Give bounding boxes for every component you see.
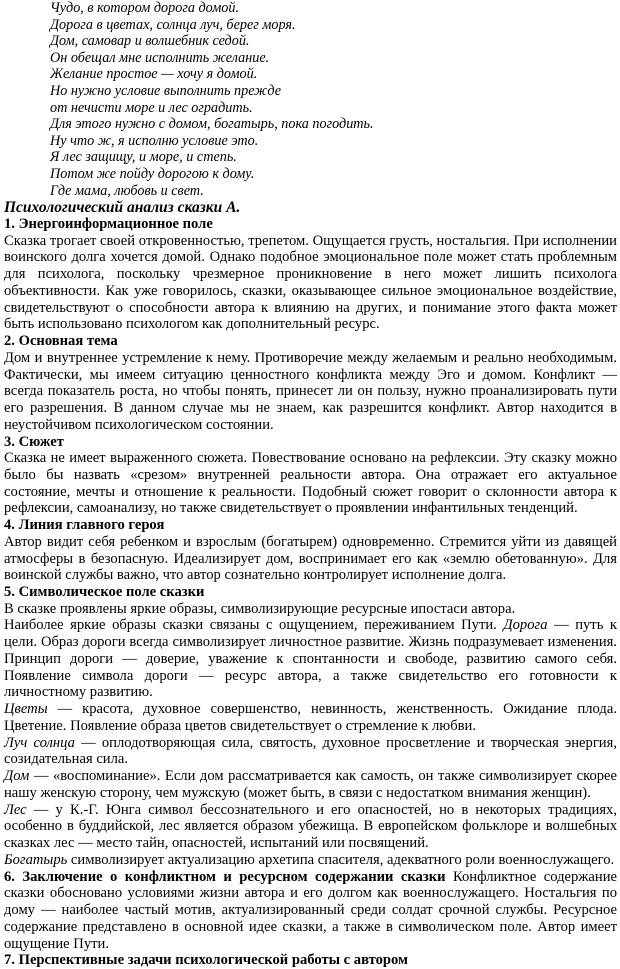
symbol-flowers-text: — красота, духовное совершенство, невинность, женственность. Ожидание плода. Цветение. Появление образа цветов свидетельствует о стремление к любви. xyxy=(4,701,617,734)
section-4-heading: 4. Линия главного героя xyxy=(4,517,165,534)
symbol-home-text: — «воспоминание». Если дом рассматривается как самость, он также символизирует скорее нашу женскую сторону, чем мужскую (может быть, в связи с недостатком внимания женщин). xyxy=(4,768,617,801)
analysis-heading: Психологический анализ сказки А. xyxy=(4,199,241,217)
section-7-heading: 7. Перспективные задачи психологической работы с автором xyxy=(4,952,408,969)
symbol-hero-text: символизирует актуализацию архетипа спасителя, адекватного роли военнослужащего. xyxy=(67,851,615,868)
symbol-hero-term: Богатырь xyxy=(4,851,68,868)
poem-line: Потом же пойду дорогою к дому. xyxy=(50,165,255,182)
section-5-heading: 5. Символическое поле сказки xyxy=(4,584,205,600)
poem-line: Желание простое — хочу я домой. xyxy=(50,66,258,83)
symbol-hero-paragraph xyxy=(4,852,617,869)
poem-line: от нечисти море и лес оградить. xyxy=(50,99,253,116)
section-2-heading: 2. Основная тема xyxy=(4,333,118,350)
symbol-home-paragraph xyxy=(4,768,617,802)
section-4-text: Автор видит себя ребенком и взрослым (богатырем) одновременно. Стремится уйти из давящей атмосферы в безопасную. Идеализирует дом, воспринимает его как «землю обетованную». Для воинской службы важно, что автор сознательно контролирует исполнение долга. xyxy=(4,533,617,584)
symbol-flowers-term: Цветы xyxy=(4,701,48,718)
poem-line: Для этого нужно с домом, богатырь, пока погодить. xyxy=(50,116,374,133)
symbol-road-paragraph xyxy=(4,617,617,701)
symbol-forest-term: Лес xyxy=(4,801,27,818)
section-1-text: Сказка трогает своей откровенностью, трепетом. Ощущается грусть, ностальгия. При исполнении воинского долга хочется домой. Однако подобное эмоциональное поле может стать проблемным для психолога, поскольку чрезмерное проникновение в него может лишить психолога объективности. Как уже говорилось, сказки, оказывающее сильное эмоциональное воздействие, свидетельствуют о способности автора к влиянию на других, и понимание этого факта может быть использовано психологом как дополнительный ресурс. xyxy=(4,232,617,333)
section-3-heading: 3. Сюжет xyxy=(4,433,64,450)
section-3-text: Сказка не имеет выраженного сюжета. Повествование основано на рефлексии. Эту сказку можно было бы назвать «срезом» внутренней реальности автора. Она отражает его актуальное состояние, мечты и отношение к реальности. Подобный сюжет говорит о склонности автора к рефлексии, самоанализу, но также свидетельствует о проявлении инфантильных тенденций. xyxy=(4,450,617,517)
poem-line: Дорога в цветах, солнца луч, берег моря. xyxy=(50,16,296,33)
symbol-home-term: Дом xyxy=(4,768,30,785)
symbol-flowers-paragraph xyxy=(4,701,617,735)
section-5-intro: В сказке проявлены яркие образы, символизирующие ресурсные ипостаси автора. xyxy=(4,600,516,617)
section-2-text: Дом и внутреннее устремление к нему. Противоречие между желаемым и реально необходимым. Фактически, мы имеем ситуацию ценностного конфликта между Эго и домом. Конфликт — всегда показатель роста, но чтобы понять, принесет ли он пользу, нужно проанализировать пути его разрешения. В данном случае мы не знаем, как разрешится конфликт. Автор находится в неустойчивом психологическом состоянии. xyxy=(4,349,617,433)
symbol-road-term: Дорога xyxy=(503,617,548,634)
poem-line: Но нужно условие выполнить прежде xyxy=(50,82,282,99)
section-6-heading: 6. Заключение о конфликтном и ресурсном содержании сказки xyxy=(4,868,446,885)
section-6-text: Конфликтное содержание сказки обосновано условиями жизни автора и его долгом как военнослужащего. Ностальгия по дому — наиболее частый мотив, актуализированный среди солдат срочной службы. Ресурсное содержание представлено в основной идее сказки, а также в символическом поле. Автор имеет ощущение Пути. xyxy=(4,868,617,952)
poem-line: Он обещал мне исполнить желание. xyxy=(50,49,270,66)
symbol-sunbeam-term: Луч солнца xyxy=(4,734,75,751)
poem-line: Ну что ж, я исполню условие это. xyxy=(50,132,259,149)
poem-line: Чудо, в котором дорога домой. xyxy=(50,0,240,16)
symbol-sunbeam-text: — оплодотворяющая сила, святость, духовное просветление и творческая энергия, созидательная сила. xyxy=(4,734,617,768)
symbol-sunbeam-paragraph xyxy=(4,735,617,769)
poem-line: Где мама, любовь и свет. xyxy=(50,182,204,199)
section-1-heading: 1. Энергоинформационное поле xyxy=(4,216,213,233)
poem xyxy=(50,0,617,199)
section-6-paragraph xyxy=(4,869,617,953)
symbol-road-intro: Наиболее яркие образы сказки связаны с ощущением, переживанием Пути. xyxy=(4,617,504,634)
poem-line: Дом, самовар и волшебник седой. xyxy=(50,33,250,50)
symbol-road-text: — путь к цели. Образ дороги всегда символизирует личностное развитие. Жизнь подразумевает изменения. Принцип дороги — доверие, уважение к спонтанности и свободе, развитию самого себя. Появление символа дороги — ресурс автора, а также свидетельство его готовности к личностному развитию. xyxy=(4,617,617,701)
symbol-forest-paragraph xyxy=(4,802,617,852)
poem-line: Я лес защищу, и море, и степь. xyxy=(50,149,237,166)
symbol-forest-text: — у К.-Г. Юнга символ бессознательного и его опасностей, но в некоторых традициях, особенно в буддийской, лес является образом убежища. В европейском фольклоре и волшебных сказках лес — место тайн, опасностей, испытаний или посвящений. xyxy=(4,801,617,852)
